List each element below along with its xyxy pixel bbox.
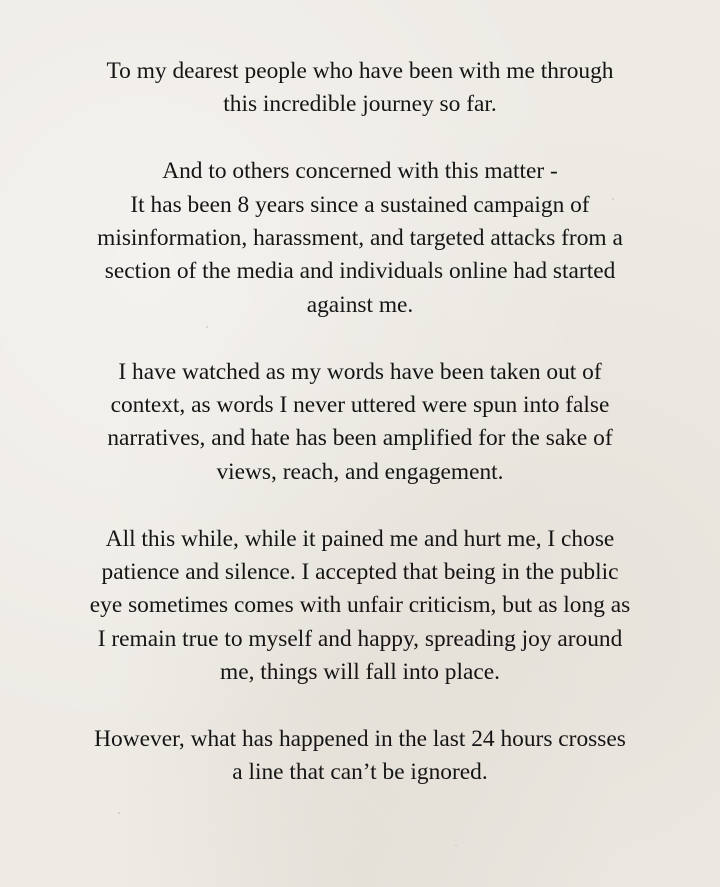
letter-line: me, things will fall into place. [220, 659, 500, 686]
letter-paragraph [40, 723, 680, 790]
letter-paragraph [40, 55, 680, 122]
letter-paragraph [40, 523, 680, 690]
letter-line: It has been 8 years since a sustained campaign of [130, 191, 590, 218]
letter-paragraph [40, 155, 680, 322]
letter-line: narratives, and hate has been amplified for the sake of [107, 425, 613, 452]
letter-line: I have watched as my words have been taken out of [118, 358, 602, 385]
letter-line: a line that can’t be ignored. [232, 759, 488, 786]
letter-line: To my dearest people who have been with me through [106, 58, 614, 84]
paper-speck [455, 845, 457, 846]
letter-line: section of the media and individuals online had started [104, 258, 616, 285]
letter-line: And to others concerned with this matter - [162, 158, 558, 185]
letter-line: this incredible journey so far. [223, 91, 497, 118]
letter-line: context, as words I never uttered were spun into false [110, 392, 610, 419]
letter-line: I remain true to myself and happy, spreading joy around [97, 625, 623, 652]
letter-line: patience and silence. I accepted that being in the public [101, 559, 619, 586]
letter-line: However, what has happened in the last 24 hours crosses [94, 726, 626, 753]
letter-line: eye sometimes comes with unfair criticism, but as long as [89, 592, 631, 619]
letter-line: All this while, while it pained me and hurt me, I chose [105, 525, 615, 552]
letter-line: misinformation, harassment, and targeted attacks from a [97, 225, 623, 252]
letter-body [40, 55, 680, 823]
letter-paragraph [40, 356, 680, 490]
letter-line: against me. [306, 291, 414, 318]
letter-line: views, reach, and engagement. [216, 458, 504, 485]
